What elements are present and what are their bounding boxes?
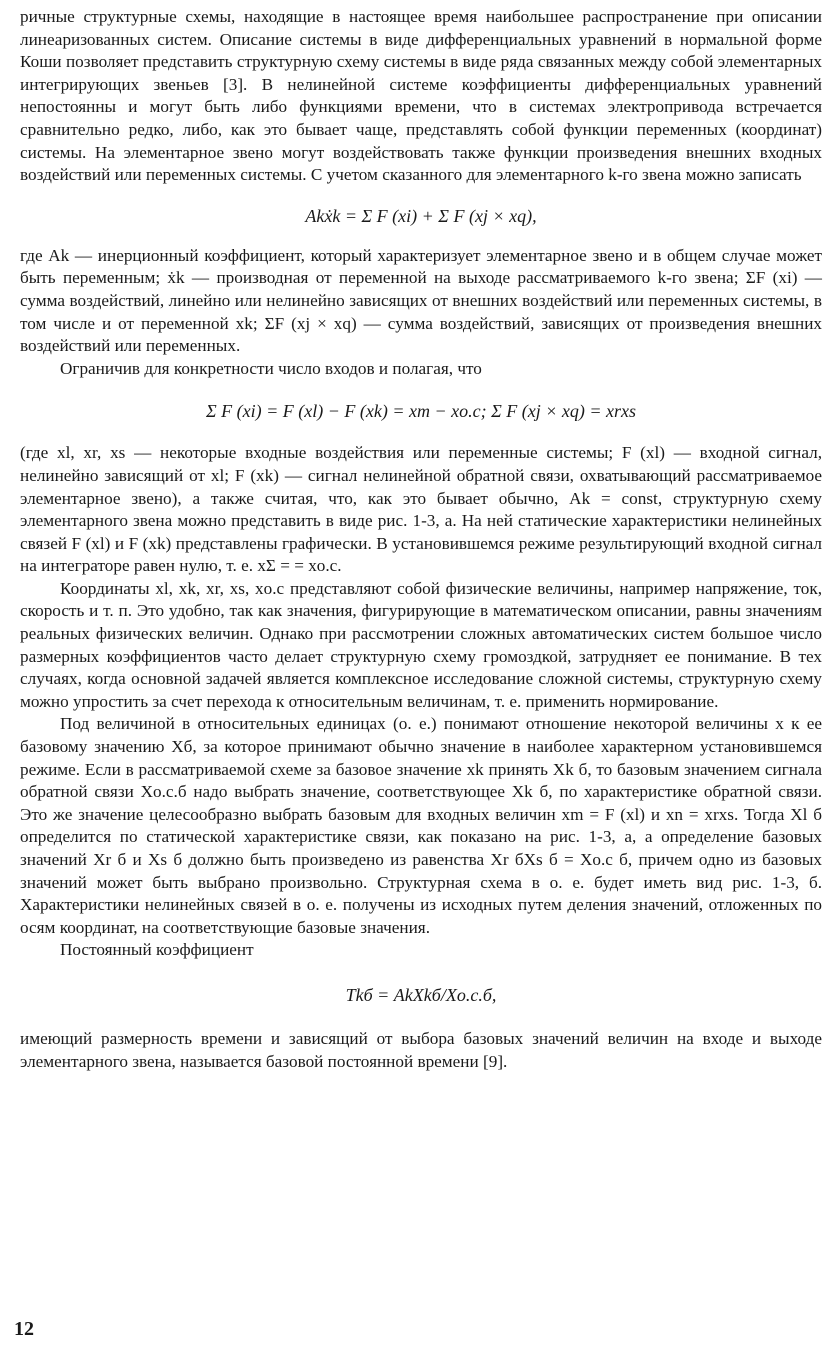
paragraph-7: Постоянный коэффициент (60, 940, 254, 960)
formula-2: Σ F (xi) = F (xl) − F (xk) = xm − xо.с; Σ F (xj × xq) = xrxs (205, 401, 637, 422)
paragraph-2: где Ak — инерционный коэффициент, который характеризует элементарное звено и в общем случае может быть переменным; ẋk — производная от переменной на выходе рассматриваемого k-го звена; ΣF (xi) — сумма воздействий, линейно или нелинейно зависящих от внешних воздействий или переменных системы, в том числе и от переменной xk; ΣF (xj × xq) — сумма воздействий, зависящих от произведения внешних воздействий или переменных. (20, 245, 822, 356)
formula-1: Akẋk = Σ F (xi) + Σ F (xj × xq), (305, 205, 537, 226)
paragraph-4: (где xl, xr, xs — некоторые входные воздействия или переменные системы; F (xl) — входной сигнал, нелинейно зависящий от xl; F (xk) — сигнал нелинейной обратной связи, охватывающий рассматриваемое элементарное звено), а также считая, что, как это бывает обычно, Ak = const, структурную схему элементарного звена можно представить в виде рис. 1-3, а. На ней статические характеристики нелинейных связей F (xl) и F (xk) представлены графически. В установившемся режиме результирующий входной сигнал на интеграторе равен нулю, т. е. xΣ = = xо.с. (20, 443, 822, 576)
paragraph-1: ричные структурные схемы, находящие в настоящее время наибольшее распространение при описании линеаризованных систем. Описание системы в виде дифференциальных уравнений в нормальной форме Коши позволяет представить структурную схему системы в виде ряда связанных между собой элементарных интегрирующих звеньев [3]. В нелинейной системе коэффициенты дифференциальных уравнений непостоянны и могут быть либо функциями времени, что в системах электропривода встречается сравнительно редко, либо, как это бывает чаще, представлять собой функции переменных (координат) системы. На элементарное звено могут воздействовать также функции произведения внешних входных воздействий или переменных системы. С учетом сказанного для элементарного k-го звена можно записать (20, 7, 822, 185)
paragraph-8: имеющий размерность времени и зависящий от выбора базовых значений величин на входе и выходе элементарного звена, называется базовой постоянной времени [9]. (20, 1028, 822, 1071)
page-number: 12 (14, 1318, 34, 1340)
paragraph-5: Координаты xl, xk, xr, xs, xо.с представляют собой физические величины, например напряжение, ток, скорость и т. п. Это удобно, так как значения, фигурирующие в математическом описании, равны значениям реальных физических величин. Однако при рассмотрении сложных автоматических систем большое число размерных коэффициентов часто делает структурную схему громоздкой, затрудняет ее понимание. В тех случаях, когда основной задачей является комплексное исследование сложной системы, структурную схему можно упростить за счет перехода к относительным величинам, т. е. применить нормирование. (20, 578, 822, 711)
paragraph-3: Ограничив для конкретности число входов и полагая, что (60, 358, 482, 378)
paragraph-6: Под величиной в относительных единицах (о. е.) понимают отношение некоторой величины x к ее базовому значению Xб, за которое принимают обычно значение в наиболее характерном установившемся режиме. Если в рассматриваемой схеме за базовое значение xk принять Xk б, то базовым значением сигнала обратной связи Xо.с.б надо выбрать значение, соответствующее Xk б, по характеристике обратной связи. Это же значение целесообразно выбрать базовым для входных величин xm = F (xl) и xn = xrxs. Тогда Xl б определится по статической характеристике связи, как показано на рис. 1-3, а, а определение базовых значений Xr б и Xs б должно быть произведено из равенства Xr бXs б = Xо.с б, причем одно из базовых значений может быть выбрано произвольно. Структурная схема в о. е. будет иметь вид рис. 1-3, б. Характеристики нелинейных связей в о. е. получены из исходных путем деления значений, отложенных по осям координат, на соответствующие базовые значения. (20, 714, 822, 937)
formula-3: Tkб = AkXkб/Xо.с.б, (345, 984, 497, 1005)
document-page (20, 6, 822, 1073)
